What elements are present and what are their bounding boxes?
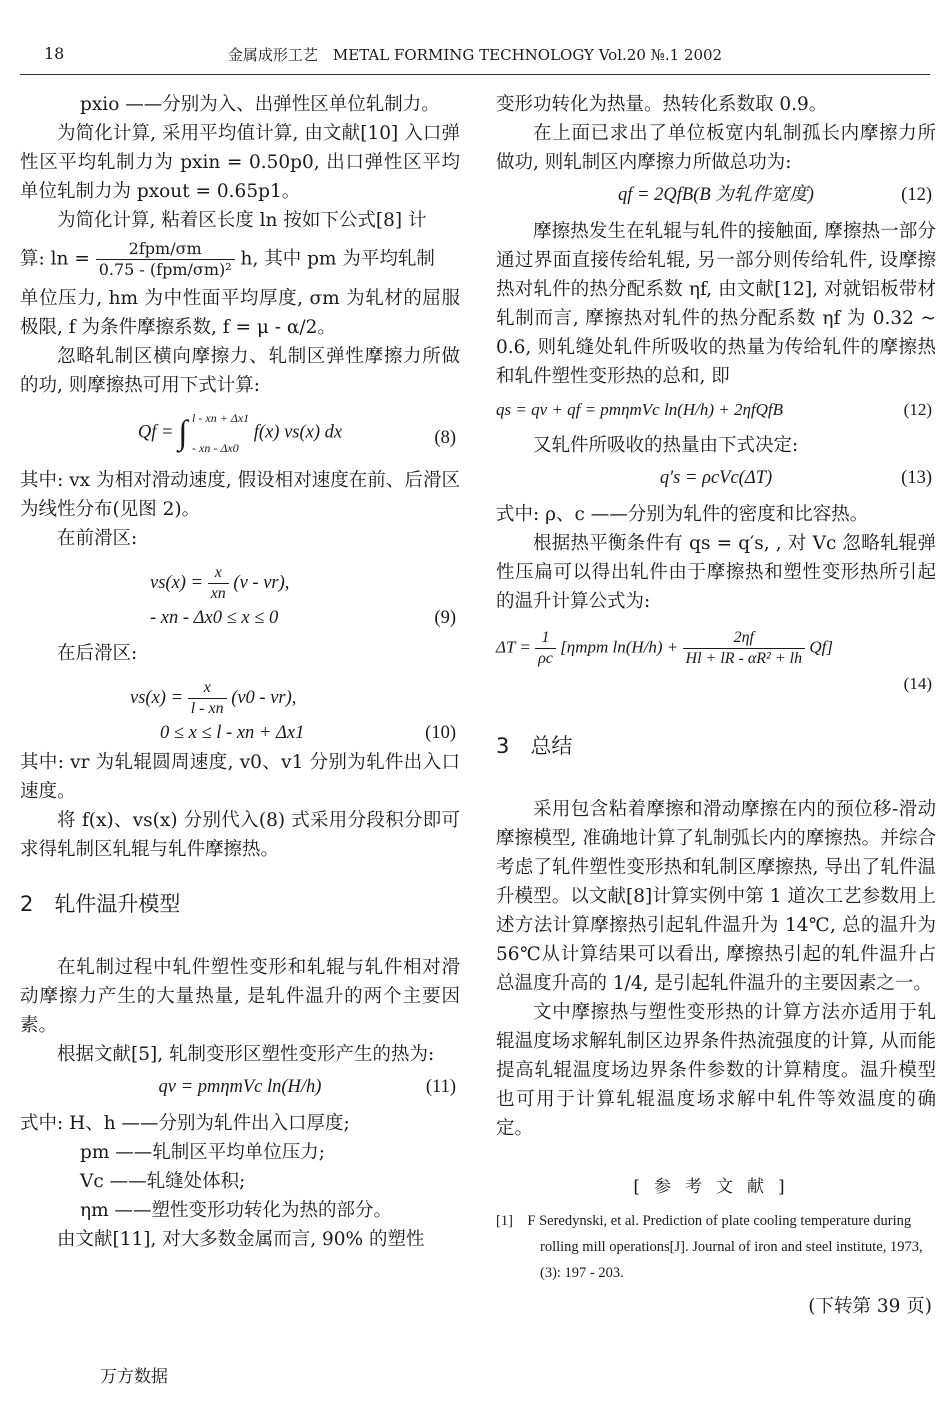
- eq8-lower-limit: - xn - Δx0: [192, 441, 239, 455]
- paragraph: 由文献[11], 对大多数金属而言, 90% 的塑性: [57, 1229, 425, 1250]
- eq-ln-numerator: 2fpm/σm: [96, 239, 235, 260]
- eq10-numerator: x: [188, 678, 227, 699]
- continued-note: (下转第 39 页): [808, 1296, 932, 1317]
- eq9-denominator: xn: [210, 585, 226, 602]
- equation-9: [20, 563, 460, 633]
- paragraph: 在后滑区:: [57, 643, 138, 664]
- equation-number: (12): [903, 400, 932, 419]
- paragraph: 单位压力, hm 为中性面平均厚度, σm 为轧材的屈服极限, f 为条件摩擦系数, f = μ - α/2。: [20, 288, 460, 338]
- eq14-fraction-1: [535, 628, 556, 669]
- symbol-definition: 式中: H、h ——分别为轧件出入口厚度;: [20, 1113, 350, 1134]
- section-heading: 3 总结: [496, 734, 573, 758]
- equation-10: [20, 678, 460, 748]
- paragraph: 摩擦热发生在轧辊与轧件的接触面, 摩擦热一部分通过界面直接传给轧辊, 另一部分则传给轧件, 设摩擦热对轧件的热分配系数 ηf, 由文献[12], 对就铝板带材轧制而言, 摩擦热对轧件的热分配系数 ηf 为 0.32 ~ 0.6, 则轧缝处轧件所吸收的热量为传给轧件的摩擦热和轧件塑性变形热的总和, 即: [496, 221, 936, 387]
- page-header: [20, 38, 930, 75]
- paragraph: 变形功转化为热量。热转化系数取 0.9。: [496, 94, 828, 115]
- eq8-lhs: Qf =: [137, 422, 174, 443]
- equation-11: [20, 1073, 460, 1105]
- eq10-lhs: vs(x) =: [130, 687, 184, 708]
- eq9-fraction: [208, 563, 229, 604]
- paragraph: 将 f(x)、vs(x) 分别代入(8) 式采用分段积分即可求得轧制区轧辊与轧件摩擦热。: [20, 810, 460, 860]
- running-title: 金属成形工艺 METAL FORMING TECHNOLOGY Vol.20 №.1 2002: [227, 46, 723, 64]
- paragraph: 为简化计算, 粘着区长度 ln 按如下公式[8] 计: [57, 210, 427, 231]
- symbol-definition: 式中: ρ、c ——分别为轧件的密度和比容热。: [496, 504, 869, 525]
- eq14-f2-denominator: Hl + lR - αR² + lh: [685, 650, 803, 667]
- equation-number: (10): [425, 723, 456, 743]
- footer-watermark: 万方数据: [100, 1367, 168, 1387]
- eq-ln-lead: 算: ln =: [20, 248, 90, 270]
- right-column: [496, 90, 936, 1321]
- equation-8: [20, 410, 460, 456]
- section-heading: 2 轧件温升模型: [20, 892, 181, 916]
- equation-number: (12): [901, 185, 932, 205]
- paragraph: 根据文献[5], 轧制变形区塑性变形产生的热为:: [57, 1044, 435, 1065]
- equation-number: (11): [425, 1077, 456, 1097]
- equation-12b: [496, 395, 936, 427]
- page-number: 18: [44, 44, 65, 63]
- symbol-definition: Vc ——轧缝处体积;: [80, 1171, 246, 1192]
- equation-number: (8): [434, 428, 456, 448]
- left-column: [20, 90, 460, 1254]
- symbol-definition: pxio ——分别为入、出弹性区单位轧制力。: [80, 94, 440, 115]
- eq12a-body: qf = 2QfB(B 为轧件宽度): [618, 185, 814, 205]
- eq14-lhs: ΔT =: [496, 637, 531, 657]
- equation-12a: [496, 181, 936, 213]
- eq12b-body: qs = qv + qf = pmηmVc ln(H/h) + 2ηfQfB: [496, 400, 784, 419]
- eq10-denominator: l - xn: [190, 700, 224, 717]
- eq10-tail: (v0 - vr),: [231, 687, 297, 708]
- eq14-f1-numerator: 1: [535, 628, 556, 649]
- integral-sign: ∫: [178, 414, 188, 452]
- paragraph: 根据热平衡条件有 qs = q′s, , 对 Vc 忽略轧辊弹性压扁可以得出轧件由于摩擦热和塑性变形热所引起的温升计算公式为:: [496, 533, 936, 612]
- symbol-definition: ηm ——塑性变形功转化为热的部分。: [80, 1200, 393, 1221]
- eq13-body: q′s = ρcVc(ΔT): [659, 468, 773, 488]
- eq14-middle: [ηmpm ln(H/h) +: [560, 637, 679, 657]
- paragraph: 在轧制过程中轧件塑性变形和轧辊与轧件相对滑动摩擦力产生的大量热量, 是轧件温升的两个主要因素。: [20, 957, 460, 1036]
- eq14-f1-denominator: ρc: [538, 650, 553, 667]
- eq14-tail: Qf]: [809, 637, 833, 657]
- eq9-numerator: x: [208, 563, 229, 584]
- equation-ln: [20, 239, 460, 280]
- eq14-fraction-2: [683, 628, 806, 669]
- paragraph: 忽略轧制区横向摩擦力、轧制区弹性摩擦力所做的功, 则摩擦热可用下式计算:: [20, 346, 460, 396]
- paragraph: 为简化计算, 采用平均值计算, 由文献[10] 入口弹性区平均轧制力为 pxin = 0.50p0, 出口弹性区平均单位轧制力为 pxout = 0.65p1。: [20, 123, 460, 202]
- eq8-upper-limit: l - xn + Δx1: [192, 411, 250, 425]
- equation-number: (14): [903, 674, 932, 693]
- references-heading: [参考文献]: [633, 1177, 799, 1197]
- paragraph: 其中: vr 为轧辊圆周速度, v0、v1 分别为轧件出入口速度。: [20, 752, 460, 802]
- eq-ln-fraction: [96, 239, 235, 280]
- eq-ln-tail: h, 其中 pm 为平均轧制: [240, 248, 435, 270]
- paragraph: 其中: vx 为相对滑动速度, 假设相对速度在前、后滑区为线性分布(见图 2)。: [20, 470, 460, 520]
- paragraph: 又轧件所吸收的热量由下式决定:: [533, 435, 799, 456]
- eq9-range: - xn - Δx0 ≤ x ≤ 0: [150, 608, 279, 628]
- equation-number: (9): [434, 608, 456, 628]
- eq11-body: qv = pmηmVc ln(H/h): [158, 1077, 322, 1097]
- paragraph: 在上面已求出了单位板宽内轧制孤长内摩擦力所做功, 则轧制区内摩擦力所做总功为:: [496, 123, 936, 173]
- equation-13: [496, 464, 936, 496]
- paragraph: 采用包含粘着摩擦和滑动摩擦在内的预位移-滑动摩擦模型, 准确地计算了轧制弧长内的摩擦热。并综合考虑了轧件塑性变形热和轧制区摩擦热, 导出了轧件温升模型。以文献[8]计算实例中第 1 道次工艺参数用上述方法计算摩擦热引起轧件温升为 14℃, 总的温升为 56℃从计算结果可以看出, 摩擦热引起的轧件温升占总温度升高的 1/4, 是引起轧件温升的主要因素之一。: [496, 799, 936, 994]
- eq9-tail: (v - vr),: [233, 572, 290, 593]
- equation-number: (13): [901, 468, 932, 488]
- eq10-fraction: [188, 678, 227, 719]
- paragraph: 文中摩擦热与塑性变形热的计算方法亦适用于轧辊温度场求解轧制区边界条件热流强度的计算, 从而能提高轧辊温度场边界条件参数的计算精度。温升模型也可用于计算轧辊温度场求解中轧件等效温度的确定。: [496, 1002, 936, 1139]
- equation-14: [496, 628, 936, 698]
- eq8-integrand: f(x) vs(x) dx: [253, 422, 343, 443]
- eq-ln-denominator: 0.75 - (fpm/σm)²: [98, 260, 232, 279]
- eq9-lhs: vs(x) =: [150, 572, 204, 593]
- eq10-range: 0 ≤ x ≤ l - xn + Δx1: [160, 723, 305, 743]
- eq14-f2-numerator: 2ηf: [683, 628, 806, 649]
- paragraph: 在前滑区:: [57, 528, 138, 549]
- symbol-definition: pm ——轧制区平均单位压力;: [80, 1142, 325, 1163]
- reference-item: [1] F Seredynski, et al. Prediction of plate cooling temperature during rolling mill operations[J]. Journal of iron and steel institute, 1973, (3): 197 - 203.: [496, 1213, 923, 1281]
